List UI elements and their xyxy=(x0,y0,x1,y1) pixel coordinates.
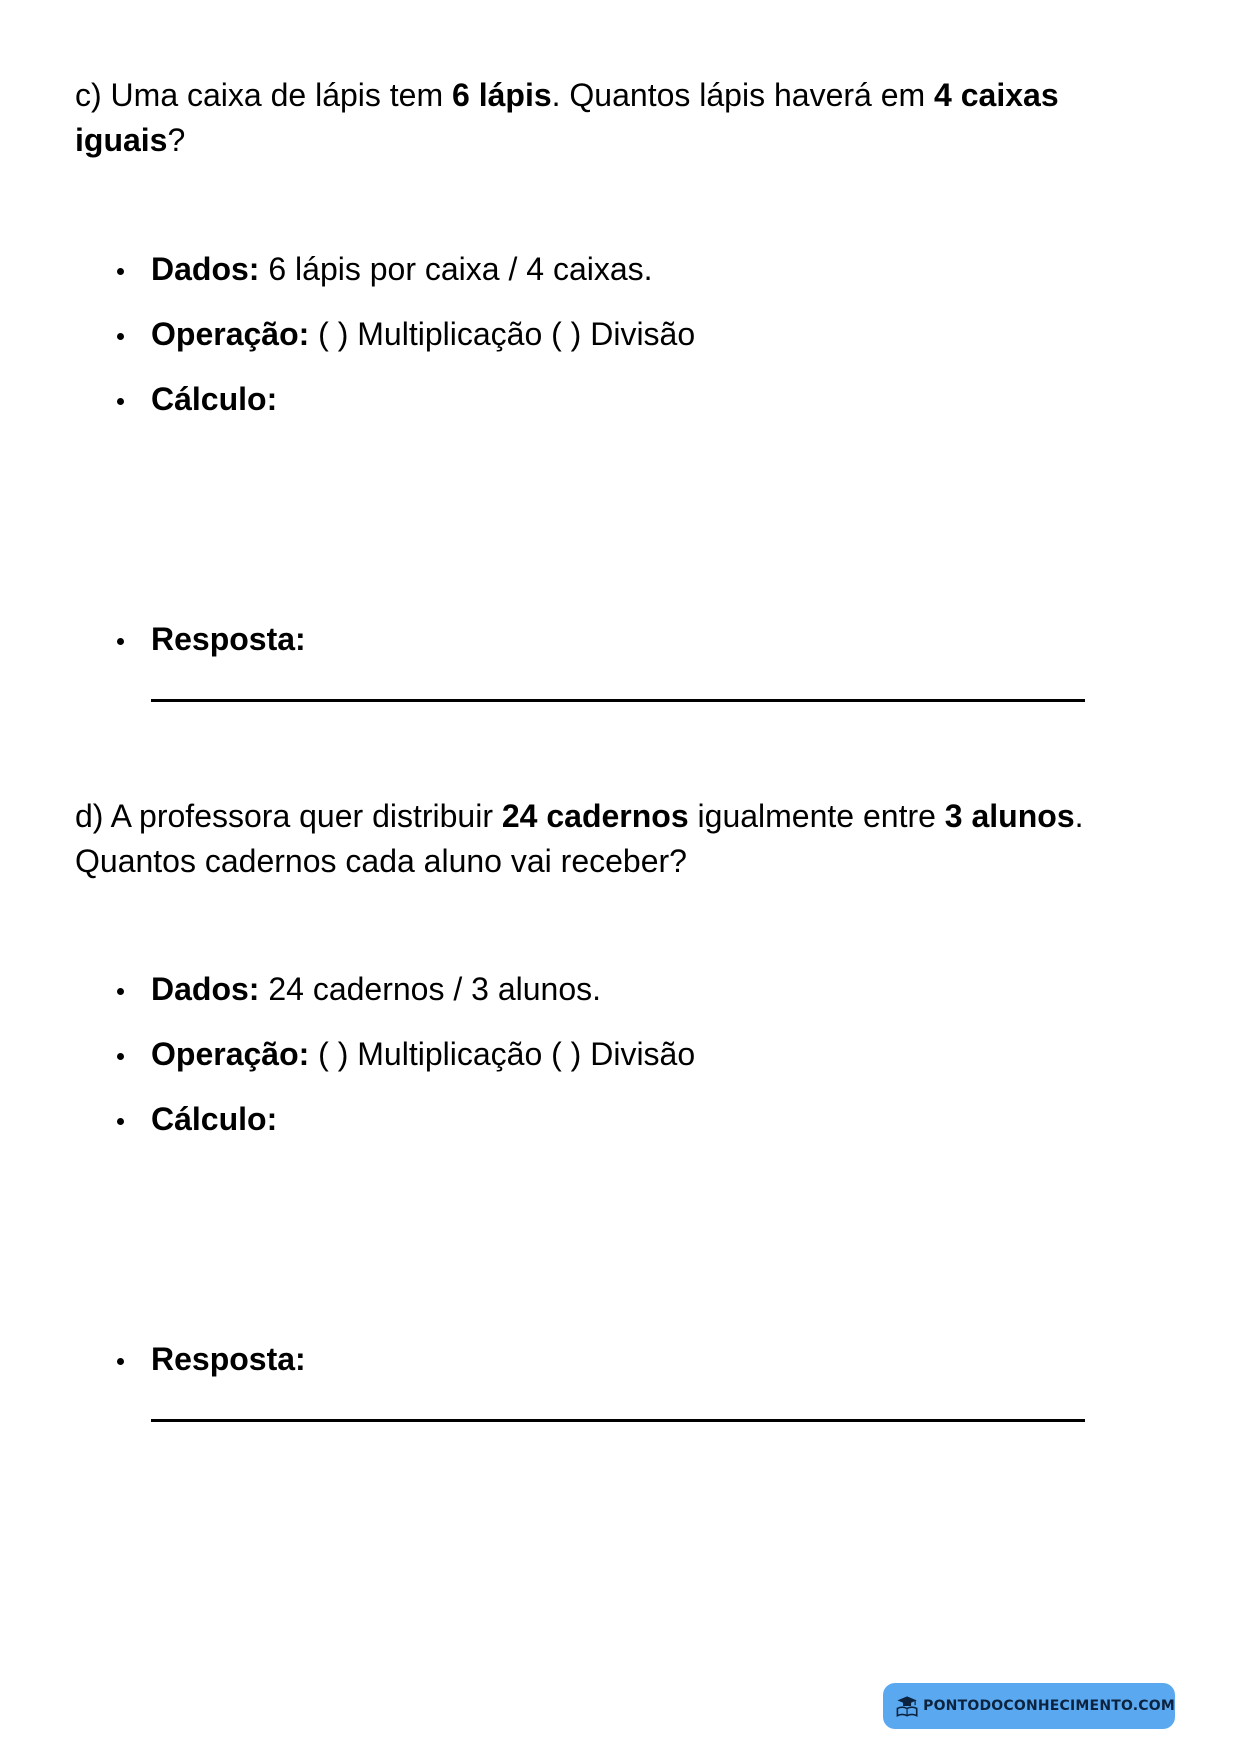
question-c xyxy=(75,73,1155,163)
question-d-text: d) A professora quer distribuir xyxy=(75,798,502,834)
question-d-bold-notebooks: 24 cadernos xyxy=(501,798,689,834)
dados-label: Dados: xyxy=(151,251,260,287)
book-mortarboard-icon xyxy=(895,1691,919,1721)
dados-value: 24 cadernos / 3 alunos. xyxy=(259,971,602,1007)
item-calculo-c xyxy=(151,379,277,419)
question-c-bold-boxes: 4 caixas iguais xyxy=(75,77,1059,158)
answer-line-d[interactable] xyxy=(151,1419,1085,1422)
item-dados-d xyxy=(151,969,601,1009)
item-resposta-d xyxy=(151,1339,306,1379)
operacao-label: Operação: xyxy=(151,1036,310,1072)
resposta-label: Resposta: xyxy=(151,621,306,657)
dados-label: Dados: xyxy=(151,971,260,1007)
resposta-label: Resposta: xyxy=(151,1341,306,1377)
question-d-suffix: . Quantos cadernos cada aluno vai receber? xyxy=(75,798,1084,879)
calculo-label: Cálculo: xyxy=(151,1101,278,1137)
question-c-suffix: ? xyxy=(167,122,186,158)
question-d-bold-students: 3 alunos xyxy=(944,798,1075,834)
answer-line-c[interactable] xyxy=(151,699,1085,702)
operacao-options[interactable]: ( ) Multiplicação ( ) Divisão xyxy=(309,1036,696,1072)
dados-value: 6 lápis por caixa / 4 caixas. xyxy=(259,251,653,287)
question-c-bold-quantity: 6 lápis xyxy=(452,77,552,113)
site-url[interactable]: PONTODOCONHECIMENTO.COM xyxy=(923,1698,1175,1714)
item-dados-c xyxy=(151,249,653,289)
question-d-text-2: igualmente entre xyxy=(688,798,945,834)
item-calculo-d xyxy=(151,1099,277,1139)
item-resposta-c xyxy=(151,619,306,659)
question-c-text: c) Uma caixa de lápis tem xyxy=(75,77,453,113)
operacao-label: Operação: xyxy=(151,316,310,352)
operacao-options[interactable]: ( ) Multiplicação ( ) Divisão xyxy=(309,316,696,352)
item-operacao-c xyxy=(151,314,695,354)
question-c-text-2: . Quantos lápis haverá em xyxy=(551,77,935,113)
item-operacao-d xyxy=(151,1034,695,1074)
calculo-label: Cálculo: xyxy=(151,381,278,417)
question-d xyxy=(75,794,1155,884)
site-badge[interactable] xyxy=(883,1683,1175,1729)
